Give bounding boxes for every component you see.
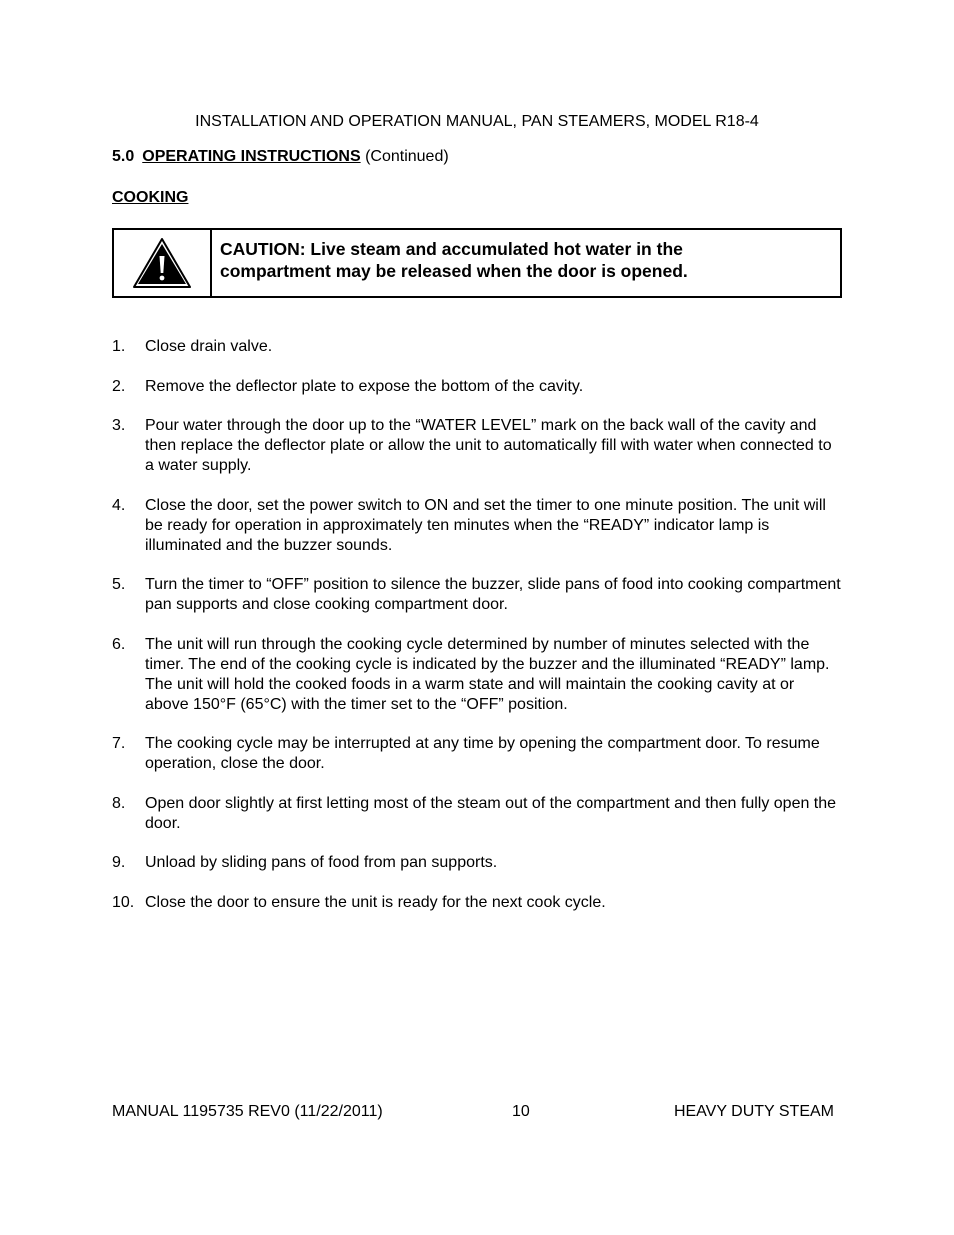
step-number: 6. [112, 635, 126, 653]
section-number: 5.0 [112, 148, 135, 165]
step-text: Close the door, set the power switch to ON and set the timer to one minute position. The unit will be ready for operation in approximately ten minutes when the “READY” indicator lamp is illuminated and the buzzer sounds. [145, 496, 826, 554]
step-number: 3. [112, 417, 126, 434]
list-item [112, 377, 842, 397]
step-text: Close drain valve. [145, 338, 273, 355]
page-footer [112, 1102, 834, 1122]
step-number: 9. [112, 854, 126, 871]
step-text: Pour water through the door up to the “WATER LEVEL” mark on the back wall of the cavity and then replace the deflector plate or allow the unit to automatically fill with water when connected to a water supply. [145, 417, 832, 474]
list-item [112, 853, 842, 873]
step-number: 2. [112, 377, 126, 395]
list-item [112, 416, 842, 476]
list-item [112, 734, 842, 774]
step-text: Open door slightly at first letting most of the steam out of the compartment and then fully open the door. [145, 794, 837, 832]
step-number: 5. [112, 576, 126, 593]
step-number: 1. [112, 338, 126, 355]
caution-line-2: compartment may be released when the door is opened. [220, 261, 688, 281]
list-item [112, 635, 842, 715]
step-text: Close the door to ensure the unit is ready for the next cook cycle. [145, 893, 606, 911]
list-item [112, 794, 842, 834]
step-text: The cooking cycle may be interrupted at any time by opening the compartment door. To resume operation, close the door. [145, 735, 820, 772]
page-header: INSTALLATION AND OPERATION MANUAL, PAN STEAMERS, MODEL R18-4 [195, 113, 759, 130]
caution-icon-cell [114, 230, 212, 296]
caution-box [112, 228, 842, 298]
step-number: 8. [112, 794, 126, 812]
footer-product-line: HEAVY DUTY STEAM [673, 1103, 834, 1120]
section-suffix: (Continued) [365, 148, 449, 165]
section-heading [112, 147, 449, 167]
step-text: The unit will run through the cooking cycle determined by number of minutes selected with the timer. The end of the cooking cycle is indicated by the buzzer and the illuminated “READY” lamp. The unit will hold the cooked foods in a warm state and will maintain the cooking cavity at or above 150°F (65°C) with the timer set to the “OFF” position. [145, 635, 830, 713]
step-text: Remove the deflector plate to expose the bottom of the cavity. [145, 377, 584, 395]
step-number: 4. [112, 496, 126, 514]
caution-text [212, 230, 840, 296]
warning-triangle-icon [132, 237, 192, 289]
step-number: 7. [112, 735, 126, 752]
footer-page-number: 10 [512, 1103, 530, 1120]
cooking-steps-list [112, 337, 842, 932]
subheading-cooking: COOKING [112, 189, 189, 206]
step-text: Turn the timer to “OFF” position to silence the buzzer, slide pans of food into cooking compartment pan supports and close cooking compartment door. [145, 576, 841, 613]
footer-manual-id: MANUAL 1195735 REV0 (11/22/2011) [112, 1103, 383, 1120]
caution-line-1: CAUTION: Live steam and accumulated hot water in the [220, 239, 683, 259]
list-item [112, 575, 842, 615]
list-item [112, 496, 842, 556]
list-item [112, 337, 842, 357]
list-item [112, 893, 842, 913]
step-text: Unload by sliding pans of food from pan supports. [145, 854, 498, 871]
step-number: 10. [112, 893, 135, 911]
section-title: OPERATING INSTRUCTIONS [142, 148, 361, 165]
